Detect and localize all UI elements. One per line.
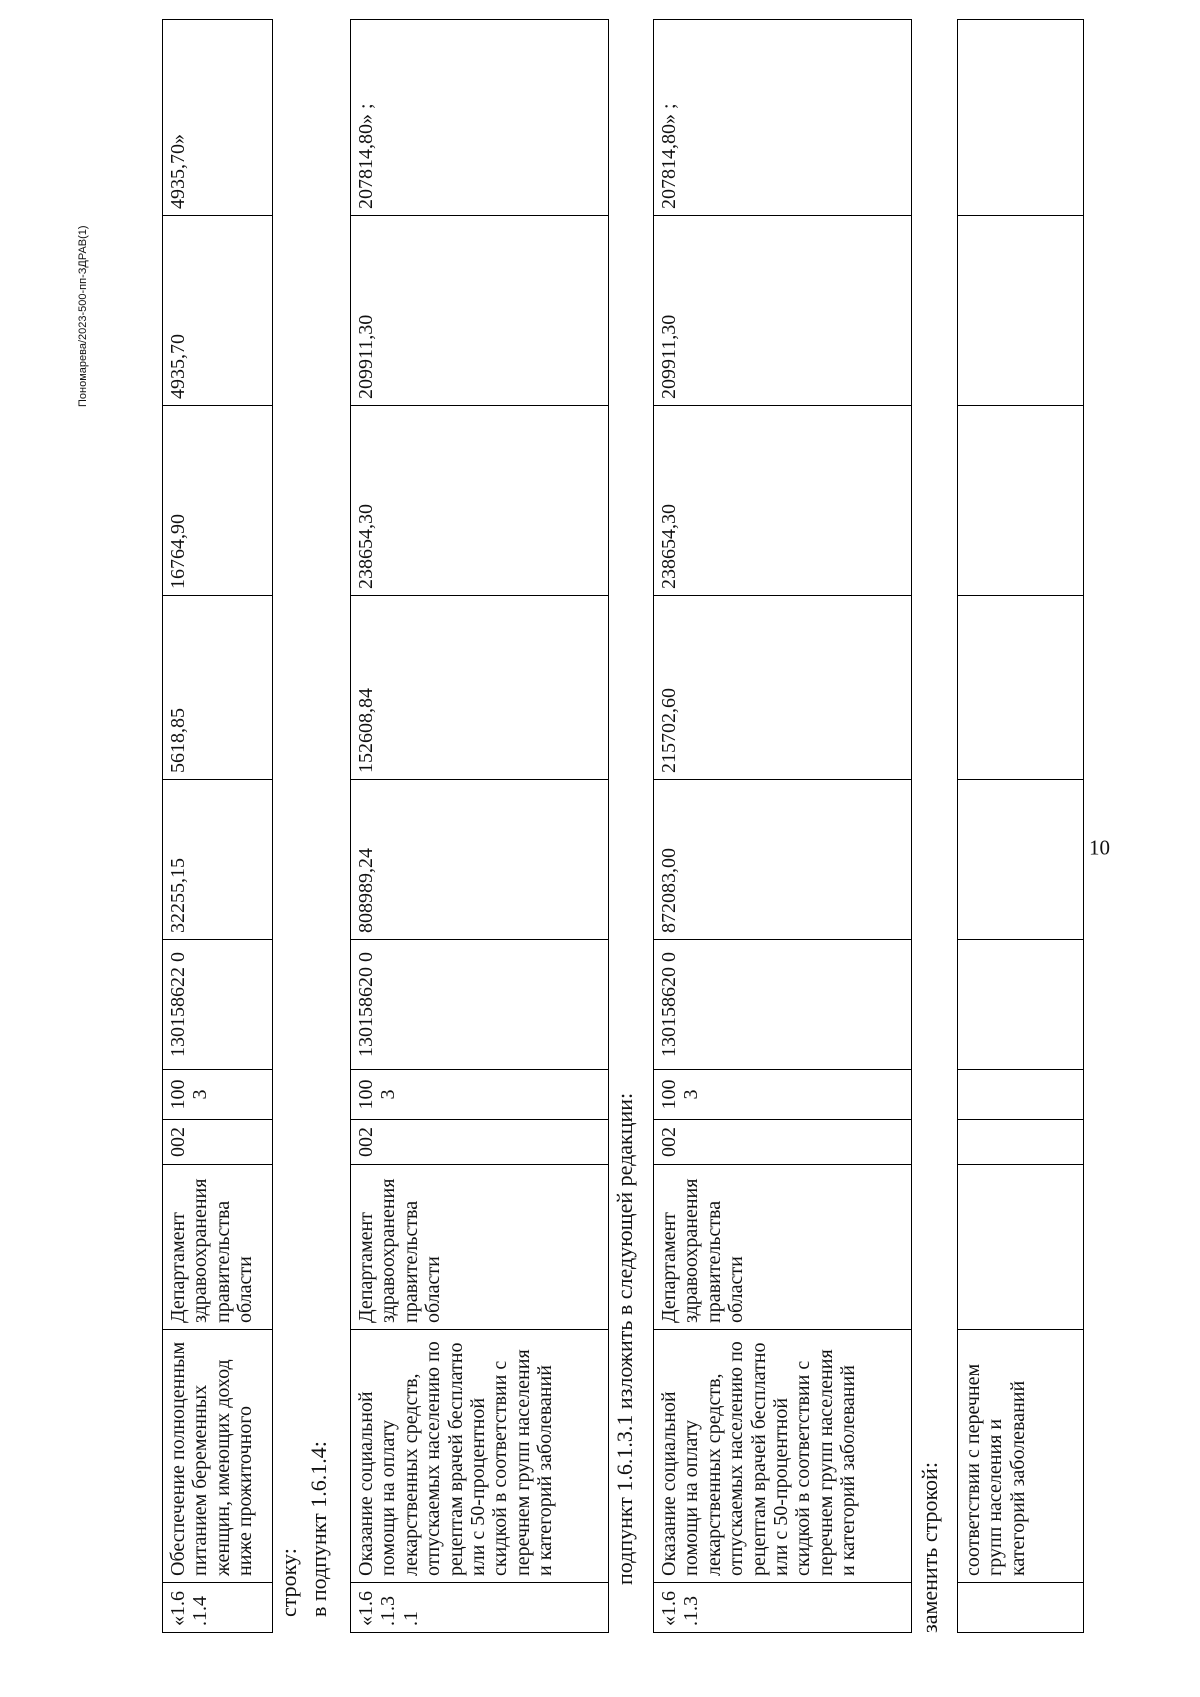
cell-v3 xyxy=(958,406,1084,596)
cell-v2: 152608,84 xyxy=(351,596,609,780)
table-replace xyxy=(653,19,912,1633)
cell-dept: Департамент здравоохранения правительства области xyxy=(654,1165,912,1330)
intro-line: строку: xyxy=(276,1548,301,1617)
cell-rzpr: 1003 xyxy=(654,1070,912,1120)
cell-csr: 130158620 0 xyxy=(351,940,609,1070)
cell-v1: 872083,00 xyxy=(654,780,912,940)
cell-v3: 238654,30 xyxy=(654,406,912,596)
cell-v5: 207814,80» ; xyxy=(654,20,912,216)
cell-num: «1.6.1.3 .1 xyxy=(351,1583,609,1633)
cell-dept xyxy=(958,1165,1084,1330)
cell-name: соответствии с перечнем групп населения и категорий заболеваний xyxy=(958,1330,1084,1583)
cell-num: «1.6.1.3 xyxy=(654,1583,912,1633)
cell-v5: 207814,80» ; xyxy=(351,20,609,216)
cell-csr: 130158620 0 xyxy=(654,940,912,1070)
cell-name: Обеспечение полноценным питанием беременных женщин, имеющих доход ниже прожиточного xyxy=(163,1330,273,1583)
cell-v1 xyxy=(958,780,1084,940)
cell-v1: 32255,15 xyxy=(163,780,273,940)
cell-v4: 209911,30 xyxy=(654,216,912,406)
table-subpoint xyxy=(162,19,273,1633)
table-continuation xyxy=(957,19,1084,1633)
cell-v4: 209911,30 xyxy=(351,216,609,406)
cell-grbs: 002 xyxy=(351,1120,609,1165)
cell-v2: 5618,85 xyxy=(163,596,273,780)
table-row xyxy=(163,20,273,1633)
cell-v3: 238654,30 xyxy=(351,406,609,596)
cell-v5: 4935,70» xyxy=(163,20,273,216)
cell-num: «1.6.1.4 xyxy=(163,1583,273,1633)
cell-dept: Департамент здравоохранения правительства области xyxy=(163,1165,273,1330)
cell-v1: 808989,24 xyxy=(351,780,609,940)
cell-rzpr: 1003 xyxy=(351,1070,609,1120)
table-row xyxy=(351,20,609,1633)
table-row xyxy=(654,20,912,1633)
cell-name: Оказание социальной помощи на оплату лекарственных средств, отпускаемых населению по рецептам врачей бесплатно или с 50-процентной скидкой в соответствии с перечнем групп населения и категорий заболеваний xyxy=(351,1330,609,1583)
cell-rzpr xyxy=(958,1070,1084,1120)
cell-v2: 215702,60 xyxy=(654,596,912,780)
cell-rzpr: 1003 xyxy=(163,1070,273,1120)
footer-document-code: Пономарева/2023-500-пп-ЗДРАВ(1) xyxy=(77,225,89,407)
cell-v3: 16764,90 xyxy=(163,406,273,596)
cell-csr xyxy=(958,940,1084,1070)
page-number: 10 xyxy=(1089,835,1110,860)
table-new-edition xyxy=(350,19,609,1633)
cell-grbs: 002 xyxy=(163,1120,273,1165)
cell-v4 xyxy=(958,216,1084,406)
cell-name: Оказание социальной помощи на оплату лекарственных средств, отпускаемых населению по рецептам врачей бесплатно или с 50-процентной скидкой в соответствии с перечнем групп населения и категорий заболеваний xyxy=(654,1330,912,1583)
cell-dept: Департамент здравоохранения правительства области xyxy=(351,1165,609,1330)
intro-replace: заменить строкой: xyxy=(917,1462,942,1633)
cell-grbs: 002 xyxy=(654,1120,912,1165)
cell-csr: 130158622 0 xyxy=(163,940,273,1070)
table-row xyxy=(958,20,1084,1633)
intro-subpoint: в подпункт 1.6.1.4: xyxy=(306,1441,331,1617)
cell-v5 xyxy=(958,20,1084,216)
intro-edit: подпункт 1.6.1.3.1 изложить в следующей редакции: xyxy=(612,1092,637,1585)
cell-v2 xyxy=(958,596,1084,780)
cell-grbs xyxy=(958,1120,1084,1165)
cell-num xyxy=(958,1583,1084,1633)
cell-v4: 4935,70 xyxy=(163,216,273,406)
